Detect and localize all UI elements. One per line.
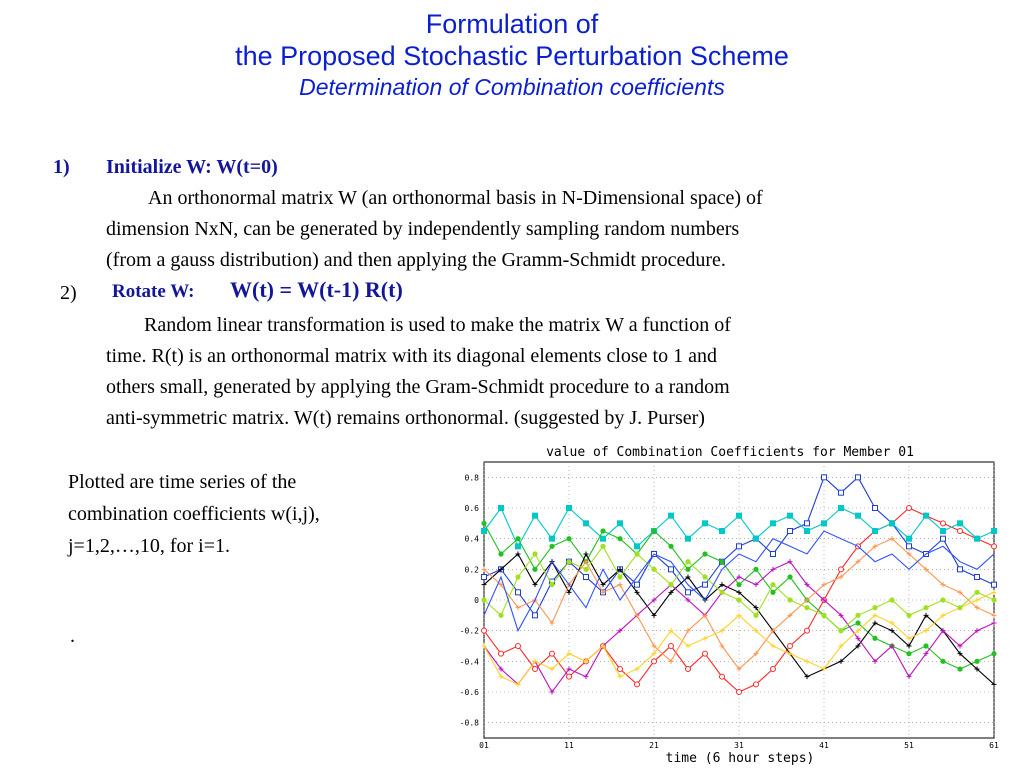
data-point-s4 xyxy=(719,559,724,564)
data-point-s1 xyxy=(533,613,538,618)
data-point-s9 xyxy=(940,597,945,602)
data-point-s9 xyxy=(617,574,622,579)
data-point-s3 xyxy=(515,543,521,549)
y-tick-label: 0 xyxy=(474,596,479,605)
data-point-s3 xyxy=(702,520,708,526)
data-point-s2 xyxy=(720,674,725,679)
stray-dot: . xyxy=(70,625,75,647)
data-point-s4 xyxy=(923,643,928,648)
data-point-s9 xyxy=(838,628,843,633)
data-point-s4 xyxy=(787,574,792,579)
data-point-s3 xyxy=(668,513,674,519)
data-point-s4 xyxy=(770,590,775,595)
y-tick-label: -0.2 xyxy=(459,626,479,636)
chart-xlabel: time (6 hour steps) xyxy=(665,751,815,766)
data-point-s2 xyxy=(754,682,759,687)
data-point-s1 xyxy=(907,544,912,549)
data-point-s4 xyxy=(617,536,622,541)
data-point-s3 xyxy=(583,520,589,526)
data-point-s1 xyxy=(669,567,674,572)
data-point-s3 xyxy=(787,513,793,519)
data-point-s3 xyxy=(923,513,929,519)
data-point-s9 xyxy=(481,597,486,602)
data-point-s9 xyxy=(872,605,877,610)
step-1-line-1: An orthonormal matrix W (an orthonormal basis in N-Dimensional space) of xyxy=(148,187,763,209)
data-point-s4 xyxy=(736,582,741,587)
data-point-s2 xyxy=(992,544,997,549)
x-tick-label: 11 xyxy=(564,741,574,750)
data-point-s4 xyxy=(702,551,707,556)
data-point-s9 xyxy=(787,597,792,602)
data-point-s1 xyxy=(737,544,742,549)
data-point-s9 xyxy=(668,582,673,587)
data-point-s2 xyxy=(499,651,504,656)
data-point-s3 xyxy=(838,505,844,511)
data-point-s9 xyxy=(702,574,707,579)
data-point-s3 xyxy=(685,536,691,542)
data-point-s4 xyxy=(498,551,503,556)
data-point-s3 xyxy=(974,536,980,542)
data-point-s9 xyxy=(770,582,775,587)
y-tick-label: 0.2 xyxy=(464,565,479,575)
data-point-s9 xyxy=(906,613,911,618)
data-point-s4 xyxy=(991,651,996,656)
data-point-s9 xyxy=(685,559,690,564)
y-tick-label: 0.8 xyxy=(464,473,479,483)
x-tick-label: 41 xyxy=(819,741,829,750)
data-point-s1 xyxy=(873,506,878,511)
data-point-s2 xyxy=(686,667,691,672)
data-point-s3 xyxy=(719,528,725,534)
data-point-s3 xyxy=(906,536,912,542)
data-point-s2 xyxy=(550,651,555,656)
data-point-s2 xyxy=(652,659,657,664)
x-tick-label: 61 xyxy=(989,741,999,750)
data-point-s3 xyxy=(940,528,946,534)
data-point-s1 xyxy=(482,575,487,580)
data-point-s1 xyxy=(635,582,640,587)
data-point-s1 xyxy=(516,590,521,595)
data-point-s9 xyxy=(498,613,503,618)
data-point-s2 xyxy=(533,667,538,672)
step-2-line-4: anti-symmetric matrix. W(t) remains orthonormal. (suggested by J. Purser) xyxy=(106,407,705,429)
y-tick-label: 0.4 xyxy=(464,534,479,544)
data-point-s4 xyxy=(872,636,877,641)
data-point-s4 xyxy=(668,544,673,549)
step-2-line-2: time. R(t) is an orthonormal matrix with its diagonal elements close to 1 and xyxy=(106,345,717,367)
data-point-s4 xyxy=(566,536,571,541)
data-point-s4 xyxy=(753,567,758,572)
data-point-s3 xyxy=(957,520,963,526)
step-2-formula: W(t) = W(t-1) R(t) xyxy=(230,277,403,302)
slide-title xyxy=(0,8,1024,102)
data-point-s4 xyxy=(940,659,945,664)
data-point-s9 xyxy=(991,597,996,602)
step-2-line-1: Random linear transformation is used to make the matrix W a function of xyxy=(144,314,731,336)
data-point-s1 xyxy=(686,590,691,595)
coefficients-chart xyxy=(440,440,1020,766)
data-point-s3 xyxy=(566,505,572,511)
data-point-s3 xyxy=(889,520,895,526)
data-point-s2 xyxy=(788,644,793,649)
data-point-s9 xyxy=(532,551,537,556)
data-point-s9 xyxy=(974,590,979,595)
data-point-s1 xyxy=(856,475,861,480)
caption-line-3: j=1,2,…,10, for i=1. xyxy=(68,535,230,557)
data-point-s3 xyxy=(770,520,776,526)
data-point-s2 xyxy=(567,674,572,679)
data-point-s3 xyxy=(991,528,997,534)
data-point-s3 xyxy=(600,536,606,542)
data-point-s3 xyxy=(634,543,640,549)
data-point-s9 xyxy=(753,613,758,618)
data-point-s9 xyxy=(804,605,809,610)
data-point-s4 xyxy=(600,528,605,533)
data-point-s9 xyxy=(957,605,962,610)
data-point-s1 xyxy=(771,552,776,557)
data-point-s3 xyxy=(804,528,810,534)
data-point-s4 xyxy=(532,567,537,572)
data-point-s2 xyxy=(805,628,810,633)
data-point-s3 xyxy=(617,520,623,526)
data-point-s2 xyxy=(635,682,640,687)
data-point-s2 xyxy=(958,529,963,534)
data-point-s1 xyxy=(839,490,844,495)
data-point-s9 xyxy=(821,613,826,618)
data-point-s2 xyxy=(669,644,674,649)
data-point-s9 xyxy=(889,597,894,602)
data-point-s1 xyxy=(805,521,810,526)
data-point-s9 xyxy=(583,567,588,572)
data-point-s9 xyxy=(719,590,724,595)
data-point-s9 xyxy=(651,567,656,572)
subtitle: Determination of Combination coefficients xyxy=(299,74,725,100)
data-point-s2 xyxy=(941,521,946,526)
step-2-line-3: others small, generated by applying the Gram-Schmidt procedure to a random xyxy=(106,376,730,398)
x-tick-label: 51 xyxy=(904,741,914,750)
data-point-s1 xyxy=(703,582,708,587)
step-1-number: 1) xyxy=(53,156,70,178)
data-point-s3 xyxy=(481,528,487,534)
data-point-s4 xyxy=(974,659,979,664)
data-point-s1 xyxy=(822,475,827,480)
x-tick-label: 01 xyxy=(479,741,489,750)
data-point-s3 xyxy=(821,520,827,526)
data-point-s2 xyxy=(907,506,912,511)
data-point-s2 xyxy=(703,651,708,656)
data-point-s9 xyxy=(634,551,639,556)
step-1-line-2: dimension NxN, can be generated by independently sampling random numbers xyxy=(106,218,740,240)
data-point-s9 xyxy=(515,574,520,579)
data-point-s4 xyxy=(651,528,656,533)
data-point-s3 xyxy=(532,513,538,519)
data-point-s3 xyxy=(753,536,759,542)
data-point-s4 xyxy=(685,567,690,572)
data-point-s9 xyxy=(855,613,860,618)
step-2-number: 2) xyxy=(60,282,77,304)
step-2-heading-prefix: Rotate W: xyxy=(112,281,195,302)
data-point-s4 xyxy=(957,666,962,671)
data-point-s1 xyxy=(992,582,997,587)
data-point-s1 xyxy=(941,536,946,541)
caption-line-1: Plotted are time series of the xyxy=(68,471,297,493)
data-point-s9 xyxy=(549,582,554,587)
data-point-s1 xyxy=(788,529,793,534)
data-point-s9 xyxy=(923,605,928,610)
data-point-s4 xyxy=(906,651,911,656)
data-point-s2 xyxy=(618,667,623,672)
caption-line-2: combination coefficients w(i,j), xyxy=(68,503,320,525)
data-point-s4 xyxy=(481,521,486,526)
x-tick-label: 21 xyxy=(649,741,659,750)
data-point-s2 xyxy=(737,690,742,695)
step-1-line-3: (from a gauss distribution) and then applying the Gramm-Schmidt procedure. xyxy=(106,249,726,271)
title-line-2: the Proposed Stochastic Perturbation Scheme xyxy=(235,41,789,71)
title-line-1: Formulation of xyxy=(425,9,599,39)
data-point-s9 xyxy=(736,597,741,602)
chart-title: value of Combination Coefficients for Member 01 xyxy=(546,445,914,460)
data-point-s3 xyxy=(498,505,504,511)
data-point-s2 xyxy=(771,667,776,672)
data-point-s2 xyxy=(516,644,521,649)
y-tick-label: -0.8 xyxy=(459,718,479,728)
data-point-s1 xyxy=(958,567,963,572)
plot-caption xyxy=(68,466,418,562)
x-tick-label: 31 xyxy=(734,741,744,750)
data-point-s2 xyxy=(839,567,844,572)
data-point-s1 xyxy=(584,575,589,580)
data-point-s3 xyxy=(872,528,878,534)
y-tick-label: -0.6 xyxy=(459,688,479,697)
data-point-s1 xyxy=(975,575,980,580)
step-1-heading: Initialize W: W(t=0) xyxy=(106,156,278,178)
data-point-s4 xyxy=(515,536,520,541)
data-point-s3 xyxy=(736,513,742,519)
data-point-s4 xyxy=(549,544,554,549)
data-point-s9 xyxy=(600,544,605,549)
y-tick-label: 0.6 xyxy=(464,504,479,513)
y-tick-label: -0.4 xyxy=(459,657,479,667)
data-point-s3 xyxy=(855,513,861,519)
data-point-s9 xyxy=(566,559,571,564)
data-point-s3 xyxy=(549,536,555,542)
data-point-s4 xyxy=(855,620,860,625)
data-point-s2 xyxy=(482,628,487,633)
